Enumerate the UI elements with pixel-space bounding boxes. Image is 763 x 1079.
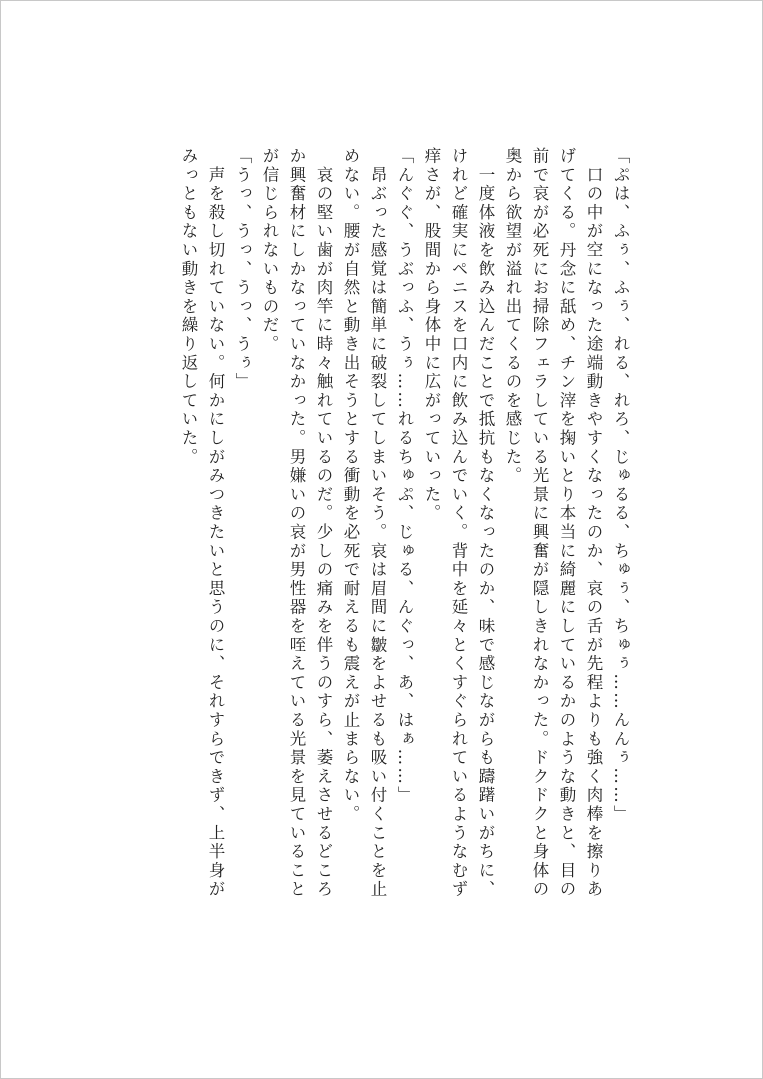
text-line: 声を殺し切れていない。何かにしがみつきたいと思うのに、それすらできず、上半身が <box>206 147 225 899</box>
text-line: みっともない動きを繰り返していた。 <box>179 147 198 467</box>
text-line: か興奮材にしかなっていなかった。男嫌いの哀が男性器を咥えている光景を見ていること <box>287 147 306 899</box>
text-line: 「うっ、うっ、うっ、うぅ」 <box>233 147 252 392</box>
text-line: めない。腰が自然と動き出そうとする衝動を必死で耐えるも震えが止まらない。 <box>341 147 360 824</box>
text-line: 「ぷは、ふぅ、ふぅ、れる、れろ、じゅるる、ちゅぅ、ちゅぅ……んんぅ……」 <box>611 147 630 824</box>
text-line: 痒さが、股間から身体中に広がっていった。 <box>422 147 441 523</box>
text-line: 哀の堅い歯が肉竿に時々触れているのだ。少しの痛みを伴うのすら、萎えさせるどころ <box>314 147 333 899</box>
text-line: 前で哀が必死にお掃除フェラしている光景に興奮が隠しきれなかった。ドクドクと身体の <box>530 147 549 899</box>
text-line: が信じられないものだ。 <box>260 147 279 354</box>
text-line: 昂ぶった感覚は簡単に破裂してしまいそう。哀は眉間に皺をよせるも吸い付くことを止 <box>368 147 387 899</box>
text-line: 「んぐぐ、うぶっふ、うぅ……れるちゅぷ、じゅる、んぐっ、あ、はぁ……」 <box>395 147 414 805</box>
text-line: 一度体液を飲み込んだことで抵抗もなくなったのか、味で感じながらも躊躇いがちに、 <box>476 147 495 899</box>
text-line: げてくる。丹念に舐め、チン滓を掬いとり本当に綺麗にしているかのような動きと、目の <box>557 147 576 899</box>
text-line: 口の中が空になった途端動きやすくなったのか、哀の舌が先程よりも強く肉棒を擦りあ <box>584 147 603 899</box>
vertical-text-body <box>175 147 634 967</box>
text-line: けれど確実にペニスを口内に飲み込んでいく。背中を延々とくすぐられているようなむず <box>449 147 468 899</box>
text-line: 奥から欲望が溢れ出てくるのを感じた。 <box>503 147 522 486</box>
